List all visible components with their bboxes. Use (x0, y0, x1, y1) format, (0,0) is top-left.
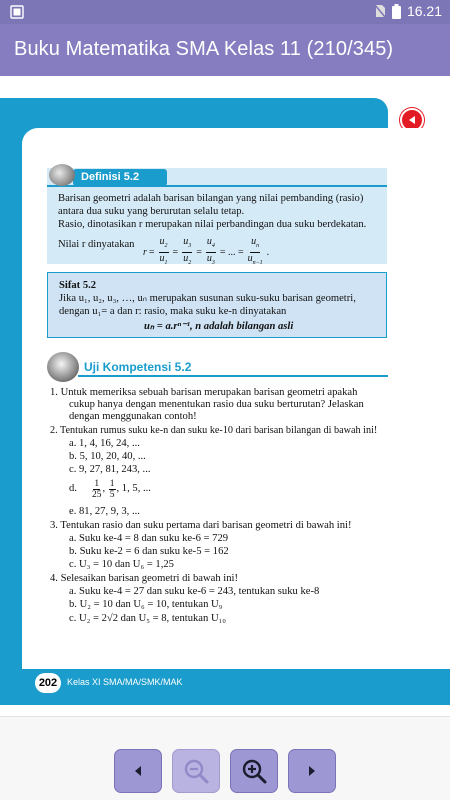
page-footer (0, 669, 450, 705)
chevron-left-icon (131, 764, 145, 778)
question-2d-fraction-2 (109, 479, 116, 500)
question-2c: c. 9, 27, 81, 243, ... (69, 464, 151, 475)
fraction-1-numerator: 1 (94, 479, 100, 489)
question-4a: a. Suku ke-4 = 27 dan suku ke-6 = 243, tentukan suku ke-8 (69, 586, 320, 597)
zoom-out-button[interactable] (172, 749, 220, 793)
question-4b: b. U₂ = 10 dan U₆ = 10, tentukan U₉ (69, 599, 223, 610)
battery-icon (392, 4, 401, 19)
definition-line-2: antara dua suku yang berurutan selalu tetap. (58, 206, 245, 217)
question-3b: b. Suku ke-2 = 6 dan suku ke-5 = 162 (69, 546, 229, 557)
page-viewer[interactable] (0, 76, 450, 716)
status-bar (0, 0, 450, 24)
page-number: 202 (35, 673, 61, 693)
footer-text: Kelas XI SMA/MA/SMK/MAK (67, 677, 183, 687)
question-2d-label: d. (69, 483, 77, 495)
app-bar (0, 24, 450, 76)
property-box (47, 272, 387, 338)
definition-line-1: Barisan geometri adalah barisan bilangan yang nilai pembanding (rasio) (58, 193, 364, 204)
property-line-2: dengan u₁= a dan r: rasio, maka suku ke-n dinyatakan (59, 306, 287, 317)
zoom-out-icon (183, 758, 209, 784)
question-3c: c. U₃ = 10 dan U₆ = 1,25 (69, 559, 174, 570)
notification-icon (10, 5, 24, 19)
status-indicators (374, 3, 442, 19)
next-page-button[interactable] (288, 749, 336, 793)
property-title: Sifat 5.2 (59, 280, 97, 291)
question-4c: c. U₂ = 2√2 dan U₅ = 8, tentukan U₁₀ (69, 613, 226, 624)
definition-header (47, 168, 387, 186)
question-3a: a. Suku ke-4 = 8 dan suku ke-6 = 729 (69, 533, 229, 544)
property-formula: uₙ = a.rⁿ⁻¹, n adalah bilangan asli (144, 321, 294, 332)
fraction-1-denominator: 25 (91, 490, 102, 500)
question-1-line-2: cukup hanya dengan menentukan rasio dua suku berturutan? Jelaskan (69, 399, 364, 410)
clock: 16.21 (406, 3, 442, 19)
app-title: Buku Matematika SMA Kelas 11 (210/345) (14, 38, 394, 60)
question-2a: a. 1, 4, 16, 24, ... (69, 438, 140, 449)
definition-badge-icon (49, 164, 75, 186)
question-1-line-1: 1. Untuk memeriksa sebuah barisan merupakan barisan geometri apakah (50, 387, 358, 398)
question-2d-rest: , 1, 5, ... (116, 483, 151, 495)
definition-box (47, 168, 387, 264)
question-2: 2. Tentukan rumus suku ke-n dan suku ke-10 dari barisan bilangan di bawah ini! (50, 425, 378, 436)
ratio-formula: r = $\frac{u_2}{u_1}$ = $\frac{u_3}{u_2}$ = $\frac{u_4}{u_3}$ = ... = $\frac{u_n}{u_{n-1}}$ . (143, 236, 270, 266)
zoom-in-icon (241, 758, 267, 784)
exercise-badge-icon (47, 352, 79, 382)
question-2d: d. $\frac{1}{25}$ , $\frac{1}{5}$ , 1, 5, ... (69, 479, 151, 500)
question-1-line-3: dengan menggunakan contoh! (69, 411, 197, 422)
property-line-1: Jika u₁, u₂, u₃, …, uₙ merupakan susunan suku-suku barisan geometri, (59, 293, 356, 304)
no-sim-icon (374, 4, 386, 18)
question-2e: e. 81, 27, 9, 3, ... (69, 506, 140, 517)
question-2d-fraction-1 (92, 479, 102, 500)
definition-line-3: Rasio, dinotasikan r merupakan nilai perbandingan dua suku berdekatan. (58, 219, 367, 230)
definition-line-4: Nilai r dinyatakan (58, 239, 135, 250)
navigation-toolbar (0, 716, 450, 800)
question-3: 3. Tentukan rasio dan suku pertama dari barisan geometri di bawah ini! (50, 520, 352, 531)
chevron-right-icon (305, 764, 319, 778)
fraction-2-denominator: 5 (109, 490, 115, 500)
zoom-in-button[interactable] (230, 749, 278, 793)
fraction-2-numerator: 1 (109, 479, 115, 489)
question-2b: b. 5, 10, 20, 40, ... (69, 451, 146, 462)
exercise-title: Uji Kompetensi 5.2 (84, 360, 192, 374)
previous-page-button[interactable] (114, 749, 162, 793)
definition-title: Definisi 5.2 (73, 169, 167, 186)
question-4: 4. Selesaikan barisan geometri di bawah ini! (50, 573, 238, 584)
exercise-divider (78, 375, 388, 377)
